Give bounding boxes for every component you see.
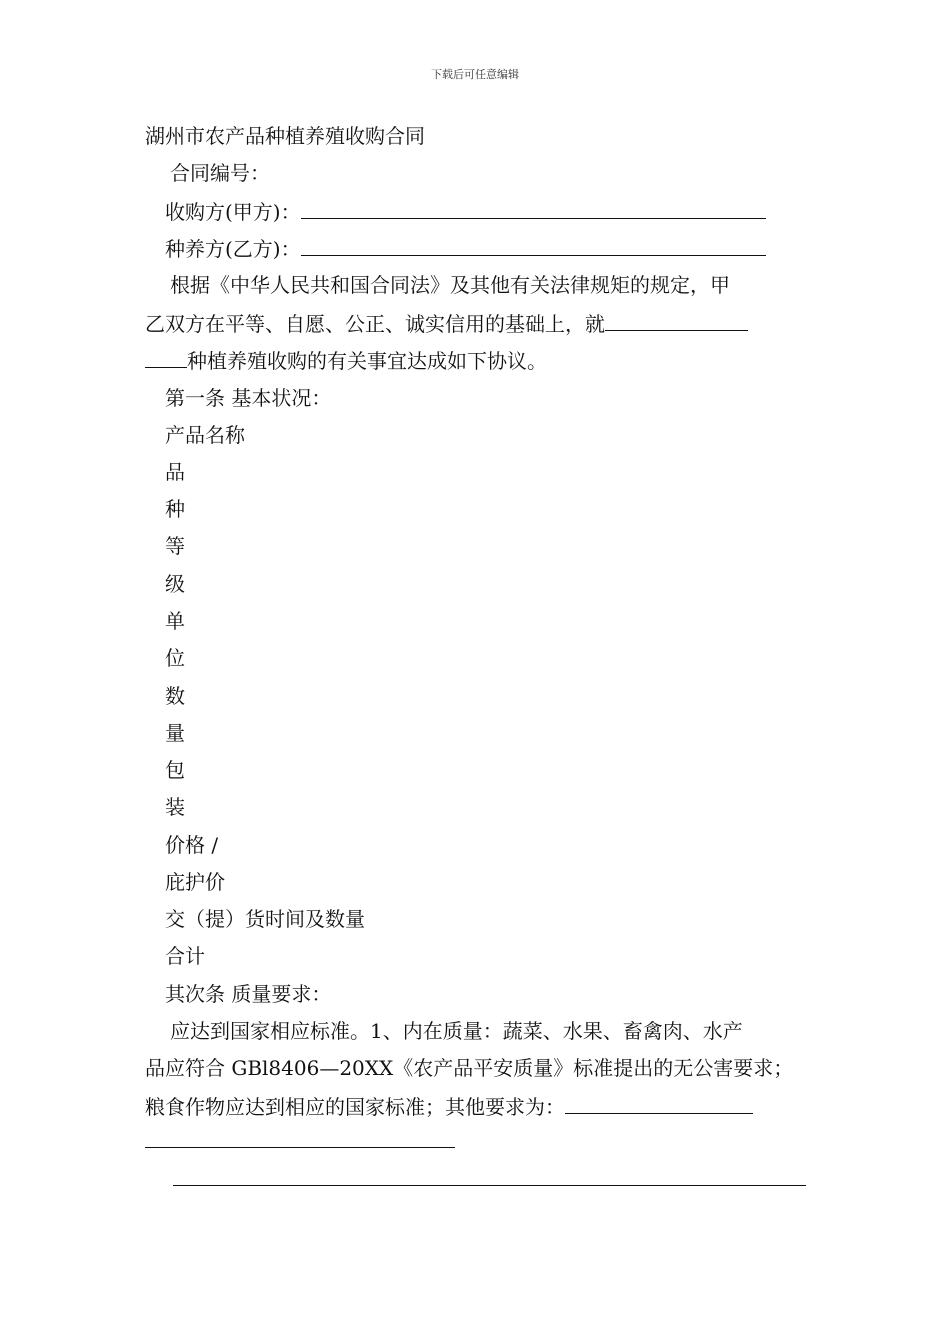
buyer-line xyxy=(165,198,766,225)
table-label: 价格 / xyxy=(165,833,219,857)
buyer-blank[interactable] xyxy=(301,198,766,219)
intro-line-1: 根据《中华人民共和国合同法》及其他有关法律规矩的规定，甲 xyxy=(170,273,730,297)
product-blank[interactable] xyxy=(605,310,748,331)
intro-line-3 xyxy=(145,347,547,374)
table-label: 庇护价 xyxy=(165,870,225,894)
table-label: 等 xyxy=(165,534,185,558)
article-1-heading: 第一条 基本状况： xyxy=(165,386,332,410)
table-label: 交（提）货时间及数量 xyxy=(165,907,365,931)
table-label: 产品名称 xyxy=(165,423,245,447)
quality-line-2: 品应符合 GBl8406—20XX《农产品平安质量》标准提出的无公害要求； xyxy=(145,1056,794,1080)
table-label: 种 xyxy=(165,497,185,521)
table-label: 品 xyxy=(165,460,185,484)
grower-line xyxy=(165,235,766,262)
table-label: 单 xyxy=(165,609,185,633)
product-blank-continued[interactable] xyxy=(145,347,187,368)
table-label: 级 xyxy=(165,572,185,596)
table-label: 包 xyxy=(165,758,185,782)
intro-line-3-text: 种植养殖收购的有关事宜达成如下协议。 xyxy=(187,349,547,373)
contract-number-label: 合同编号： xyxy=(170,161,270,185)
blank-line[interactable] xyxy=(173,1185,806,1186)
table-label: 位 xyxy=(165,646,185,670)
table-label: 装 xyxy=(165,795,185,819)
grower-label: 种养方(乙方)： xyxy=(165,237,301,261)
intro-line-2 xyxy=(145,310,748,337)
intro-line-2-text: 乙双方在平等、自愿、公正、诚实信用的基础上，就 xyxy=(145,312,605,336)
grower-blank[interactable] xyxy=(301,235,766,256)
article-2-heading: 其次条 质量要求： xyxy=(165,982,332,1006)
table-label: 量 xyxy=(165,721,185,745)
other-requirements-blank[interactable] xyxy=(565,1093,753,1114)
blank-line[interactable] xyxy=(145,1147,455,1148)
quality-line-3 xyxy=(145,1093,753,1120)
document-title: 湖州市农产品种植养殖收购合同 xyxy=(145,124,425,148)
quality-line-3-text: 粮食作物应达到相应的国家标准；其他要求为： xyxy=(145,1095,565,1119)
buyer-label: 收购方(甲方)： xyxy=(165,200,301,224)
page-header: 下载后可任意编辑 xyxy=(431,68,519,81)
table-label: 合计 xyxy=(165,944,205,968)
quality-line-1: 应达到国家相应标准。1、内在质量：蔬菜、水果、畜禽肉、水产 xyxy=(170,1019,743,1043)
table-label: 数 xyxy=(165,684,185,708)
